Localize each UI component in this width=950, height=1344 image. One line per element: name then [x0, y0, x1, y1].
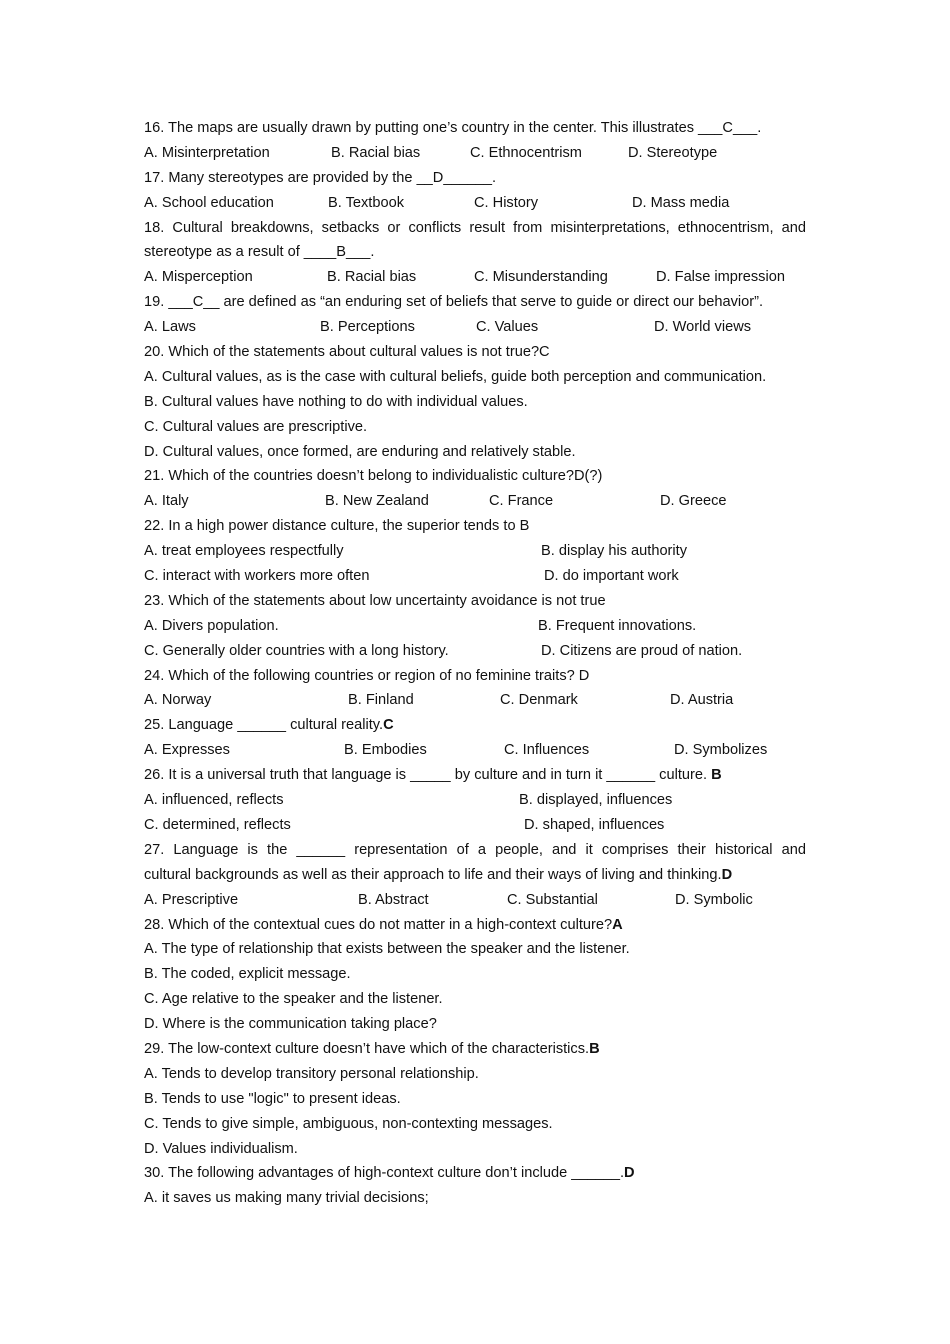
- option-a: A. Norway: [144, 692, 212, 709]
- question-24-stem: 24. Which of the following countries or region of no feminine traits? D: [144, 667, 590, 684]
- question-28-option-c: C. Age relative to the speaker and the listener.: [144, 991, 443, 1008]
- question-18-stem-line-2: stereotype as a result of ____B___.: [144, 244, 375, 261]
- option-b: B. displayed, influences: [519, 792, 673, 809]
- option-b: B. Racial bias: [331, 144, 421, 161]
- option-b: B. Frequent innovations.: [538, 617, 697, 634]
- option-b: B. New Zealand: [325, 493, 429, 510]
- question-20-stem: 20. Which of the statements about cultural values is not true?C: [144, 344, 550, 361]
- stem-text: 26. It is a universal truth that language is _____ by culture and in turn it ______ culture.: [144, 767, 708, 784]
- question-28-option-d: D. Where is the communication taking place?: [144, 1016, 437, 1033]
- option-a: A. Prescriptive: [144, 891, 239, 908]
- option-c: C. History: [474, 194, 539, 211]
- option-c: C. Substantial: [507, 891, 598, 908]
- option-c: C. France: [489, 493, 554, 510]
- question-16-options: [144, 141, 806, 166]
- option-c: C. Denmark: [500, 692, 578, 709]
- option-d: D. Austria: [670, 692, 734, 709]
- question-17-options: [144, 191, 806, 216]
- question-26-options-row-2: [144, 813, 806, 838]
- stem-text: 25. Language ______ cultural reality.: [144, 717, 384, 734]
- question-23-stem: 23. Which of the statements about low uncertainty avoidance is not true: [144, 592, 606, 609]
- question-27-stem-line-2: [144, 863, 806, 888]
- question-25-stem: [144, 713, 806, 738]
- stem-text: cultural backgrounds as well as their approach to life and their ways of living and thinking.: [144, 866, 722, 883]
- option-b: B. Racial bias: [327, 269, 417, 286]
- question-29-option-c: C. Tends to give simple, ambiguous, non-contexting messages.: [144, 1115, 553, 1132]
- option-c: C. Values: [476, 319, 539, 336]
- question-22-stem: 22. In a high power distance culture, the superior tends to B: [144, 518, 530, 535]
- option-b: B. Textbook: [328, 194, 404, 211]
- question-22-options-row-1: [144, 539, 806, 564]
- question-23-options-row-2: [144, 639, 806, 664]
- option-c: C. determined, reflects: [144, 816, 291, 833]
- option-a: A. School education: [144, 194, 274, 211]
- answer-key: A: [612, 916, 623, 933]
- question-25-options: [144, 738, 806, 763]
- option-b: B. display his authority: [541, 543, 688, 560]
- option-d: D. do important work: [544, 568, 679, 585]
- question-26-options-row-1: [144, 788, 806, 813]
- option-d: D. shaped, influences: [524, 816, 665, 833]
- answer-key: B: [589, 1040, 600, 1057]
- question-30-option-a: A. it saves us making many trivial decisions;: [144, 1190, 429, 1207]
- option-b: B. Finland: [348, 692, 414, 709]
- option-a: A. Expresses: [144, 742, 230, 759]
- question-20-option-c: C. Cultural values are prescriptive.: [144, 418, 368, 435]
- question-29-option-a: A. Tends to develop transitory personal relationship.: [144, 1065, 479, 1082]
- question-24-options: [144, 688, 806, 713]
- option-c: C. Misunderstanding: [474, 269, 608, 286]
- option-d: D. Symbolic: [675, 891, 753, 908]
- question-27-options: [144, 888, 806, 913]
- question-23-options-row-1: [144, 614, 806, 639]
- question-28-option-b: B. The coded, explicit message.: [144, 966, 351, 983]
- question-22-options-row-2: [144, 564, 806, 589]
- option-a: A. Italy: [144, 493, 189, 510]
- option-d: D. False impression: [656, 269, 785, 286]
- option-d: D. Symbolizes: [674, 742, 768, 759]
- option-d: D. Mass media: [632, 194, 730, 211]
- stem-text: 30. The following advantages of high-context culture don’t include ______.: [144, 1165, 625, 1182]
- question-20-option-b: B. Cultural values have nothing to do with individual values.: [144, 393, 528, 410]
- question-21-stem: 21. Which of the countries doesn’t belong to individualistic culture?D(?): [144, 468, 603, 485]
- answer-key: C: [383, 717, 394, 734]
- stem-text: 29. The low-context culture doesn’t have which of the characteristics.: [144, 1040, 590, 1057]
- question-30-stem: [144, 1161, 806, 1186]
- answer-key: D: [624, 1165, 635, 1182]
- question-17-stem: 17. Many stereotypes are provided by the __D______.: [144, 169, 497, 186]
- option-d: D. Greece: [660, 493, 727, 510]
- question-26-stem: [144, 763, 806, 788]
- question-28-stem: [144, 913, 806, 938]
- option-d: D. Citizens are proud of nation.: [541, 642, 743, 659]
- question-21-options: [144, 489, 806, 514]
- question-29-stem: [144, 1037, 806, 1062]
- question-18-options: [144, 265, 806, 290]
- option-c: C. Ethnocentrism: [470, 144, 582, 161]
- question-27-stem-line-1: 27. Language is the ______ representation of a people, and it comprises their historical and: [144, 841, 806, 858]
- option-b: B. Embodies: [344, 742, 427, 759]
- question-16-stem: 16. The maps are usually drawn by putting one’s country in the center. This illustrates ___C___.: [144, 120, 762, 136]
- option-a: A. Divers population.: [144, 617, 279, 634]
- question-19-options: [144, 315, 806, 340]
- option-a: A. Misperception: [144, 269, 253, 286]
- option-a: A. Laws: [144, 319, 196, 336]
- stem-text: 28. Which of the contextual cues do not matter in a high-context culture?: [144, 916, 613, 933]
- question-29-option-d: D. Values individualism.: [144, 1140, 298, 1157]
- answer-key: B: [711, 767, 722, 784]
- option-a: A. treat employees respectfully: [144, 543, 344, 560]
- question-28-option-a: A. The type of relationship that exists between the speaker and the listener.: [144, 941, 630, 958]
- option-d: D. World views: [654, 319, 752, 336]
- option-a: A. influenced, reflects: [144, 792, 284, 809]
- option-c: C. Influences: [504, 742, 590, 759]
- option-c: C. interact with workers more often: [144, 568, 370, 585]
- option-c: C. Generally older countries with a long history.: [144, 642, 449, 659]
- option-a: A. Misinterpretation: [144, 144, 270, 161]
- question-19-stem: 19. ___C__ are defined as “an enduring set of beliefs that serve to guide or direct our behavior”.: [144, 294, 763, 311]
- question-20-option-a: A. Cultural values, as is the case with cultural beliefs, guide both perception and communication.: [144, 368, 767, 385]
- option-d: D. Stereotype: [628, 144, 718, 161]
- question-18-stem-line-1: 18. Cultural breakdowns, setbacks or conflicts result from misinterpretations, ethnocentrism, and: [144, 219, 806, 236]
- option-b: B. Perceptions: [320, 319, 415, 336]
- option-b: B. Abstract: [358, 891, 429, 908]
- document-page: [144, 116, 806, 1211]
- question-29-option-b: B. Tends to use "logic" to present ideas.: [144, 1090, 401, 1107]
- answer-key: D: [721, 866, 733, 883]
- question-20-option-d: D. Cultural values, once formed, are enduring and relatively stable.: [144, 443, 576, 460]
